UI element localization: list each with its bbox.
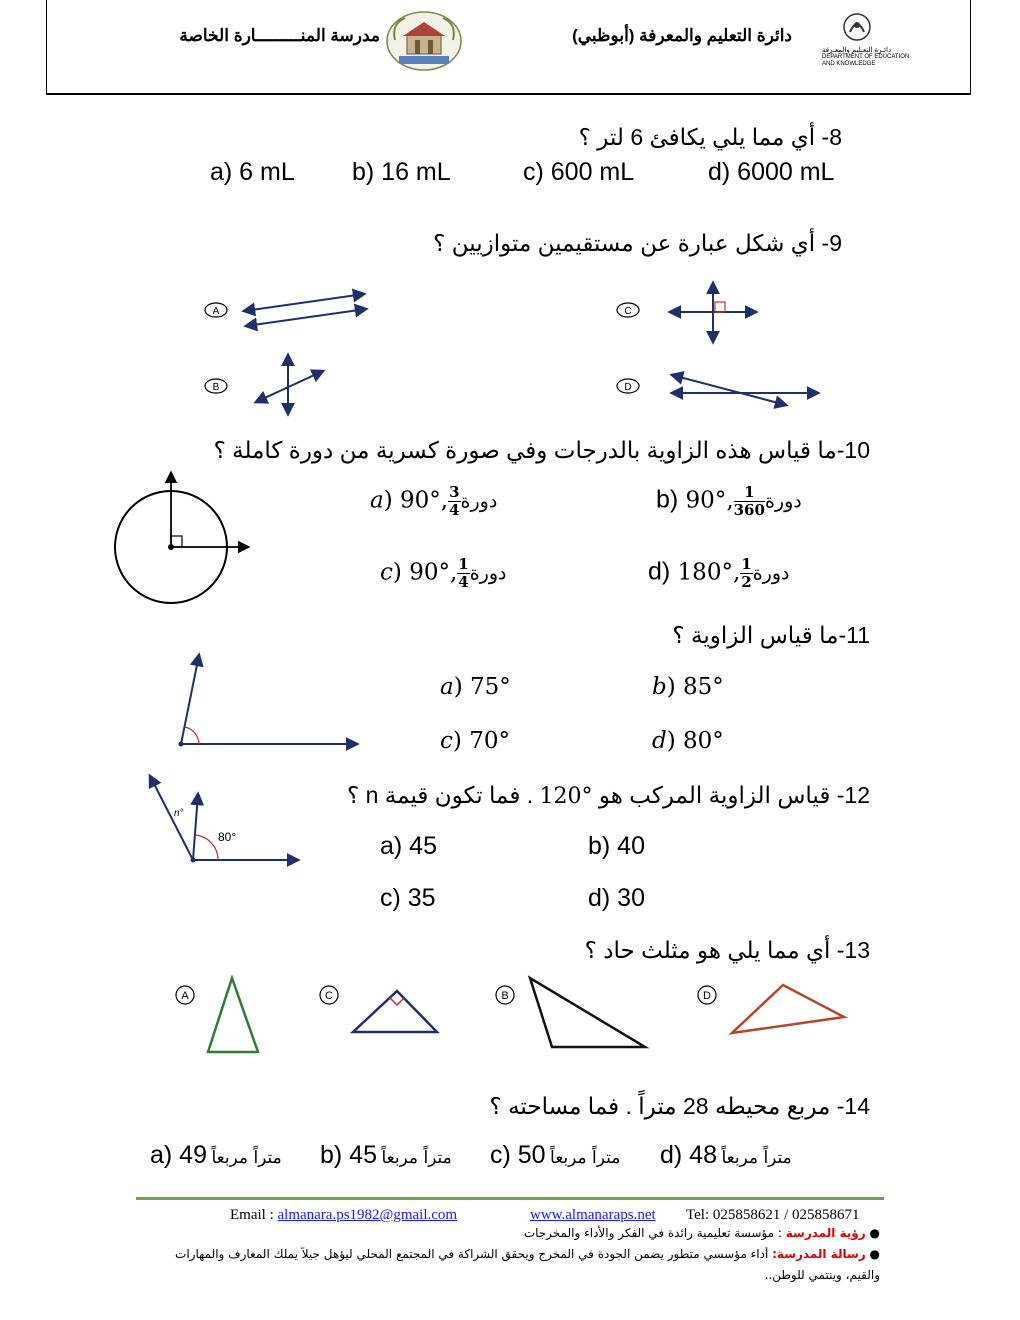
q10-b-fraction: $\frac{1}{360}$ xyxy=(733,483,765,519)
q9-label-c: C xyxy=(624,306,632,317)
q9-figure-d[interactable] xyxy=(617,375,818,405)
bullet-icon: ● xyxy=(869,1226,880,1240)
footer-tel: Tel: 025858621 / 025858671 xyxy=(686,1207,860,1223)
department-logo-ar: دائـرة التعـليم والمعـرفة xyxy=(822,47,892,54)
q10-c-deg: 90°, xyxy=(409,559,458,586)
bullet-icon: ● xyxy=(869,1247,880,1261)
question-12 xyxy=(347,782,870,809)
department-logo-en-1: DEPARTMENT OF EDUCATION xyxy=(822,54,910,60)
q9-label-b: B xyxy=(212,382,220,393)
q9-figure-a[interactable] xyxy=(205,294,366,326)
q12-option-d[interactable]: d) 30 xyxy=(588,884,645,912)
q11-d-value: 80° xyxy=(683,728,724,754)
email-label: Email : xyxy=(230,1207,274,1223)
q10-b-deg: 90°, xyxy=(685,487,734,514)
mission-text: أداء مؤسسي متطور يضمن الجودة في المخرج ويحقق الشراكة في المجتمع المحلي ليؤهل جيلاً يملك المعارف والمهارات xyxy=(175,1247,773,1261)
footer-mission xyxy=(140,1247,880,1261)
q12-text-post: . فما تكون قيمة n ؟ xyxy=(347,782,534,808)
footer-vision xyxy=(524,1226,880,1240)
q9-label-a: A xyxy=(212,306,220,317)
q11-option-a[interactable]: a) 75° xyxy=(440,674,511,700)
q8-option-d[interactable]: d) 6000 mL xyxy=(708,158,835,186)
q12-fig-80: 80° xyxy=(218,830,237,844)
q11-option-d[interactable]: d) 80° xyxy=(652,728,724,754)
q9-label-d: D xyxy=(624,382,632,393)
q8-option-c[interactable]: c) 600 mL xyxy=(523,158,635,186)
department-logo-icon xyxy=(838,12,876,46)
q12-option-b[interactable]: b) 40 xyxy=(588,832,645,860)
q10-d-deg: 180°, xyxy=(677,559,741,586)
q10-option-a[interactable]: a) 90°, $\frac{3}{4}$ دورة xyxy=(370,483,498,519)
q10-circle-figure xyxy=(100,465,260,610)
q14-b-label: b) 45 xyxy=(320,1141,377,1169)
q10-a-label: a xyxy=(370,487,384,514)
mission-label: رسالة المدرسة: xyxy=(772,1247,866,1261)
email-link[interactable]: almanara.ps1982@gmail.com xyxy=(277,1207,458,1223)
q12-fig-n: n° xyxy=(174,808,184,819)
q10-a-fraction: $\frac{3}{4}$ xyxy=(449,483,460,519)
q10-c-unit: دورة xyxy=(469,562,507,585)
q14-option-a[interactable] xyxy=(150,1141,282,1170)
q10-c-fraction: $\frac{1}{4}$ xyxy=(458,555,469,591)
q10-option-b[interactable] xyxy=(656,484,802,519)
school-name: مدرسة المنـــــــــارة الخاصة xyxy=(179,26,380,45)
q8-option-b[interactable]: b) 16 mL xyxy=(352,158,451,186)
q9-figures xyxy=(0,280,1020,420)
q12-option-c[interactable]: c) 35 xyxy=(380,884,436,912)
q10-option-c[interactable]: c) 90°, $\frac{1}{4}$ دورة xyxy=(380,555,507,591)
vision-label: رؤية المدرسة xyxy=(785,1226,866,1240)
q14-a-label: a) 49 xyxy=(150,1141,207,1169)
q10-option-d[interactable] xyxy=(648,556,789,591)
question-14: 14- مربع محيطه 28 متراً . فما مساحته ؟ xyxy=(489,1093,870,1119)
q10-b-label: b) xyxy=(656,485,679,514)
q14-c-unit: متراً مربعاً xyxy=(550,1148,621,1168)
header xyxy=(0,0,1020,95)
q10-d-fraction: $\frac{1}{2}$ xyxy=(741,555,752,591)
q9-figure-c[interactable] xyxy=(617,283,756,342)
footer-email-line xyxy=(230,1207,457,1224)
q12-text-pre: 12- قياس الزاوية المركب هو xyxy=(598,782,870,808)
question-9: 9- أي شكل عبارة عن مستقيمين متوازيين ؟ xyxy=(433,230,842,256)
q14-d-unit: متراً مربعاً xyxy=(721,1148,792,1168)
header-divider xyxy=(46,93,971,95)
q13-label-a: A xyxy=(181,990,189,1002)
q11-option-c[interactable]: c) 70° xyxy=(440,728,510,754)
page-border-right xyxy=(970,0,971,95)
q12-angle: 120° xyxy=(539,784,593,809)
footer-divider xyxy=(136,1197,884,1200)
q13-label-b: B xyxy=(501,990,509,1002)
q10-c-label: c xyxy=(380,559,393,586)
q14-option-c[interactable] xyxy=(490,1141,620,1170)
q13-triangle-d[interactable] xyxy=(698,985,844,1033)
q8-option-a[interactable]: a) 6 mL xyxy=(210,158,295,186)
q11-c-value: 70° xyxy=(469,728,510,754)
question-13: 13- أي مما يلي هو مثلث حاد ؟ xyxy=(584,937,870,963)
q14-a-unit: متراً مربعاً xyxy=(211,1148,282,1168)
question-8: 8- أي مما يلي يكافئ 6 لتر ؟ xyxy=(578,124,842,150)
page-border-left xyxy=(46,0,47,95)
q11-c-label: c xyxy=(440,728,453,754)
footer-mission-2: والقيم، وينتمي للوطن.. xyxy=(764,1268,880,1282)
q11-d-label: d xyxy=(652,728,667,754)
q13-label-c: C xyxy=(325,990,333,1002)
website-link[interactable]: www.almanaraps.net xyxy=(530,1207,656,1223)
q14-b-unit: متراً مربعاً xyxy=(381,1148,452,1168)
q13-triangle-b[interactable] xyxy=(496,978,645,1047)
school-logo-icon xyxy=(385,10,463,72)
department-name: دائرة التعليم والمعرفة (أبوظبي) xyxy=(572,26,792,45)
q11-angle-figure xyxy=(165,645,365,755)
q11-b-value: 85° xyxy=(683,674,724,700)
department-logo-en-2: AND KNOWLEDGE xyxy=(822,61,876,67)
q13-triangles xyxy=(160,975,880,1065)
q14-d-label: d) 48 xyxy=(660,1141,717,1169)
vision-text: : مؤسسة تعليمية رائدة في الفكر والأداء والمخرجات xyxy=(523,1226,786,1240)
question-11: 11-ما قياس الزاوية ؟ xyxy=(672,622,870,648)
q13-triangle-c[interactable] xyxy=(320,986,437,1032)
q13-label-d: D xyxy=(703,990,711,1002)
q10-d-label: d) xyxy=(648,557,671,586)
q12-option-a[interactable]: a) 45 xyxy=(380,832,437,860)
q11-option-b[interactable]: b) 85° xyxy=(652,674,724,700)
q10-a-unit: دورة xyxy=(460,490,498,513)
q14-option-b[interactable] xyxy=(320,1141,452,1170)
q11-a-label: a xyxy=(440,674,454,700)
q10-b-unit: دورة xyxy=(764,490,802,513)
q9-figure-b[interactable] xyxy=(205,355,323,414)
q13-triangle-a[interactable] xyxy=(176,978,258,1052)
q10-d-unit: دورة xyxy=(752,562,790,585)
q14-option-d[interactable] xyxy=(660,1141,792,1170)
q12-angle-figure xyxy=(140,768,310,868)
q14-c-label: c) 50 xyxy=(490,1141,546,1169)
q11-b-label: b xyxy=(652,674,667,700)
q11-a-value: 75° xyxy=(470,674,511,700)
q10-a-deg: 90°, xyxy=(400,487,449,514)
question-10: 10-ما قياس هذه الزاوية بالدرجات وفي صورة كسرية من دورة كاملة ؟ xyxy=(213,437,870,463)
